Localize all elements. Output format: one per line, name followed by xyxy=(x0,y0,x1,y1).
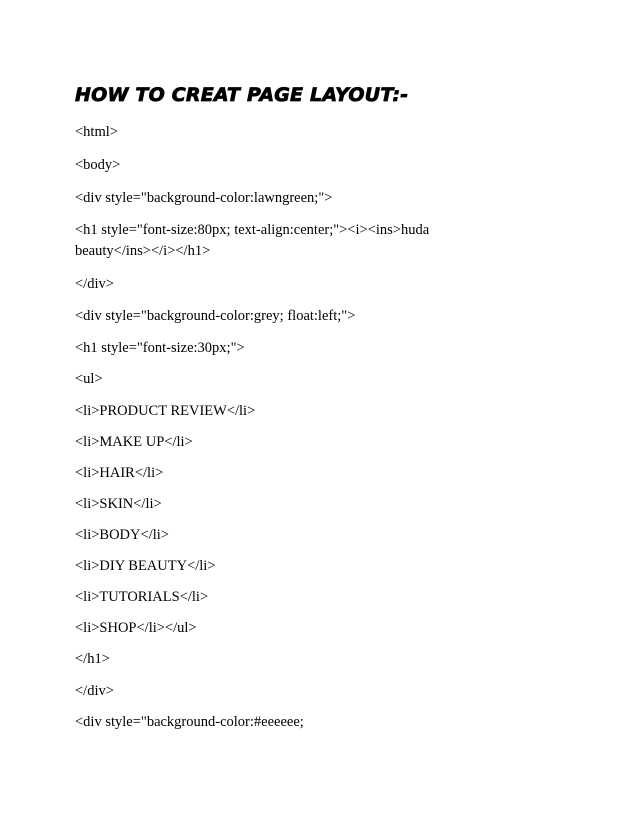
code-line: </div> xyxy=(75,683,114,699)
code-line: <h1 style="font-size:80px; text-align:center;"><i><ins>huda xyxy=(75,222,430,238)
code-line: <div style="background-color:grey; float:left;"> xyxy=(75,308,356,324)
code-line: beauty</ins></i></h1> xyxy=(75,243,211,259)
code-line: </div> xyxy=(75,276,114,292)
code-line: <ul> xyxy=(75,371,103,387)
code-line: <li>SKIN</li> xyxy=(75,496,162,512)
code-line: <li>HAIR</li> xyxy=(75,465,164,481)
code-line: </h1> xyxy=(75,651,110,667)
code-line: <body> xyxy=(75,157,121,173)
code-line: <li>DIY BEAUTY</li> xyxy=(75,558,216,574)
code-line: <li>MAKE UP</li> xyxy=(75,434,193,450)
code-line: <div style="background-color:lawngreen;"> xyxy=(75,190,333,206)
code-line: <div style="background-color:#eeeeee; xyxy=(75,714,304,730)
code-line: <li>PRODUCT REVIEW</li> xyxy=(75,403,256,419)
code-line: <html> xyxy=(75,124,118,140)
code-line: <li>TUTORIALS</li> xyxy=(75,589,209,605)
code-line: <li>SHOP</li></ul> xyxy=(75,620,197,636)
code-line: <h1 style="font-size:30px;"> xyxy=(75,340,245,356)
code-line: <li>BODY</li> xyxy=(75,527,169,543)
page-heading: HOW TO CREAT PAGE LAYOUT:- xyxy=(75,84,409,106)
